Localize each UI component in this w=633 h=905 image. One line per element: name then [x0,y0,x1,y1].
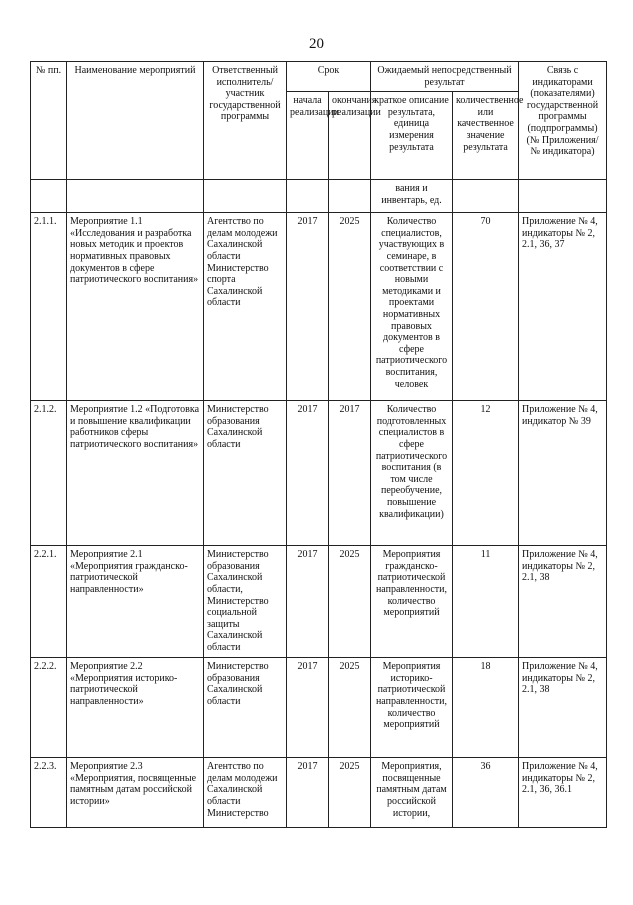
header-result-value: количественное или качественное значение результата [453,92,519,180]
row-end: 2025 [329,213,371,401]
row-value: 18 [453,658,519,758]
row-responsible: Агентство по делам молодежи Сахалинской области Министерство [204,758,287,828]
header-term: Срок [287,62,371,92]
row-desc: Мероприятия, посвященные памятным датам российской истории, [371,758,453,828]
table-row [31,213,607,401]
row-desc: Количество подготовленных специалистов в сфере патриотического воспитания (в том числе переобучение, повышение квалификации) [371,401,453,546]
continuation-row [31,180,607,213]
row-responsible: Министерство образования Сахалинской области, Министерство социальной защиты Сахалинской области [204,546,287,658]
row-link: Приложение № 4, индикаторы № 2, 2.1, 38 [519,546,607,658]
header-link: Связь с индикаторами (показателями) государственной программы (подпрограммы) (№ Приложения/№ индикатора) [519,62,607,180]
table-row [31,758,607,828]
measures-table [30,61,607,828]
row-end: 2025 [329,658,371,758]
header-result-desc: краткое описание результата, единица измерения результата [371,92,453,180]
row-name: Мероприятие 1.1 «Исследования и разработка новых методик и проектов нормативных правовых документов в сфере патриотического воспитания» [67,213,204,401]
row-start: 2017 [287,546,329,658]
row-num: 2.2.2. [31,658,67,758]
table-row [31,546,607,658]
row-num: 2.1.2. [31,401,67,546]
header-term-start: начала реализации [287,92,329,180]
row-start: 2017 [287,401,329,546]
row-link: Приложение № 4, индикаторы № 2, 2.1, 36, 37 [519,213,607,401]
table-row [31,401,607,546]
row-name: Мероприятие 2.1 «Мероприятия гражданско-патриотической направленности» [67,546,204,658]
row-link: Приложение № 4, индикаторы № 2, 2.1, 38 [519,658,607,758]
row-value: 36 [453,758,519,828]
row-name: Мероприятие 2.3 «Мероприятия, посвященные памятным датам российской истории» [67,758,204,828]
header-num: № пп. [31,62,67,180]
row-name: Мероприятие 2.2 «Мероприятия историко-патриотической направленности» [67,658,204,758]
row-num: 2.1.1. [31,213,67,401]
row-name: Мероприятие 1.2 «Подготовка и повышение квалификации работников сферы патриотического воспитания» [67,401,204,546]
header-responsible: Ответственный исполнитель/участник государственной программы [204,62,287,180]
row-end: 2025 [329,758,371,828]
row-value: 11 [453,546,519,658]
row-start: 2017 [287,658,329,758]
header-term-end: окончания реализации [329,92,371,180]
row-responsible: Агентство по делам молодежи Сахалинской области Министерство спорта Сахалинской области [204,213,287,401]
row-value: 70 [453,213,519,401]
row-start: 2017 [287,213,329,401]
row-num: 2.2.3. [31,758,67,828]
continuation-desc: вания и инвентарь, ед. [371,180,453,213]
row-responsible: Министерство образования Сахалинской области [204,401,287,546]
row-link: Приложение № 4, индикаторы № 2, 2.1, 36, 36.1 [519,758,607,828]
row-desc: Мероприятия гражданско-патриотической направленности, количество мероприятий [371,546,453,658]
row-end: 2017 [329,401,371,546]
row-end: 2025 [329,546,371,658]
row-desc: Мероприятия историко-патриотической направленности, количество мероприятий [371,658,453,758]
row-link: Приложение № 4, индикатор № 39 [519,401,607,546]
row-start: 2017 [287,758,329,828]
header-result: Ожидаемый непосредственный результат [371,62,519,92]
row-responsible: Министерство образования Сахалинской области [204,658,287,758]
row-desc: Количество специалистов, участвующих в семинаре, в соответствии с новыми методиками и проектами нормативных правовых документов в сфере патриотического воспитания, человек [371,213,453,401]
row-value: 12 [453,401,519,546]
row-num: 2.2.1. [31,546,67,658]
page-number: 20 [309,36,324,52]
table-row [31,658,607,758]
header-name: Наименование мероприятий [67,62,204,180]
